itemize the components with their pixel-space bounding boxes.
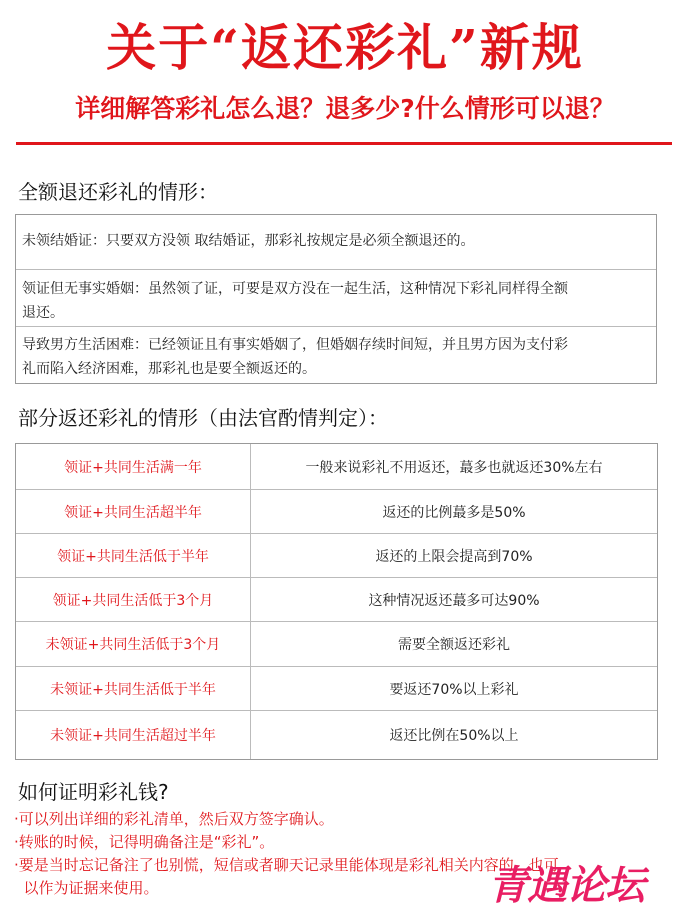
site-watermark bbox=[478, 854, 688, 906]
result-cell: 要返还70%以上彩礼 bbox=[389, 681, 519, 698]
condition-cell: 未领证+共同生活低于3个月 bbox=[16, 622, 251, 666]
result-cell: 这种情况返还蕞多可达90% bbox=[368, 592, 540, 609]
proof-bullet-1: ·可以列出详细的彩礼清单，然后双方签字确认。 bbox=[14, 810, 334, 828]
proof-bullet-2: ·转账的时候，记得明确备注是“彩礼”。 bbox=[14, 833, 275, 851]
table-row bbox=[16, 621, 657, 666]
full-refund-item-2 bbox=[16, 269, 656, 331]
proof-bullet-4: 以作为证据来使用。 bbox=[14, 879, 159, 897]
title-divider bbox=[16, 142, 672, 145]
partial-refund-table bbox=[15, 443, 658, 760]
table-row bbox=[16, 444, 657, 489]
result-cell: 返还的比例蕞多是50% bbox=[382, 504, 526, 521]
condition-cell: 领证+共同生活低于3个月 bbox=[16, 578, 251, 621]
result-cell: 一般来说彩礼不用返还，蕞多也就返还30%左右 bbox=[305, 459, 603, 476]
page-title: 关于“返还彩礼”新规 bbox=[106, 18, 584, 77]
full-refund-item-2-line-1: 领证但无事实婚姻：虽然领了证，可要是双方没在一起生活，这种情况下彩礼同样得全额 bbox=[22, 281, 568, 297]
condition-cell: 领证+共同生活满一年 bbox=[16, 444, 251, 489]
full-refund-item-2-line-2: 退还。 bbox=[22, 305, 64, 321]
full-refund-item-1 bbox=[16, 229, 656, 253]
table-row bbox=[16, 666, 657, 710]
result-cell: 返还比例在50%以上 bbox=[389, 728, 519, 744]
proof-heading: 如何证明彩礼钱? bbox=[18, 780, 169, 804]
table-row bbox=[16, 489, 657, 533]
full-refund-item-3-line-1: 导致男方生活困难：已经领证且有事实婚姻了，但婚姻存续时间短，并且男方因为支付彩 bbox=[22, 337, 568, 353]
partial-refund-heading: 部分返还彩礼的情形（由法官酌情判定）： bbox=[18, 406, 388, 430]
condition-cell: 领证+共同生活低于半年 bbox=[16, 534, 251, 577]
condition-cell: 领证+共同生活超半年 bbox=[16, 490, 251, 533]
table-row bbox=[16, 710, 657, 759]
table-row bbox=[16, 533, 657, 577]
full-refund-item-3 bbox=[16, 326, 656, 383]
table-row bbox=[16, 577, 657, 621]
result-cell: 需要全额返还彩礼 bbox=[398, 637, 510, 653]
full-refund-item-1-line-1: 未领结婚证：只要双方没领 取结婚证，那彩礼按规定是必须全额退还的。 bbox=[22, 233, 475, 249]
condition-cell: 未领证+共同生活低于半年 bbox=[16, 667, 251, 710]
watermark-text: 青遇论坛 bbox=[488, 863, 644, 906]
condition-cell: 未领证+共同生活超过半年 bbox=[16, 711, 251, 759]
full-refund-item-3-line-2: 礼而陷入经济困难，那彩礼也是要全额返还的。 bbox=[22, 361, 316, 377]
page-subtitle: 详细解答彩礼怎么退？退多少?什么情形可以退？ bbox=[75, 94, 615, 123]
result-cell: 返还的上限会提高到70% bbox=[375, 548, 533, 565]
full-refund-box bbox=[15, 214, 657, 384]
proof-bullet-3: ·要是当时忘记备注了也别慌，短信或者聊天记录里能体现是彩礼相关内容的，也可 bbox=[14, 856, 559, 874]
full-refund-heading: 全额退还彩礼的情形： bbox=[18, 180, 218, 204]
